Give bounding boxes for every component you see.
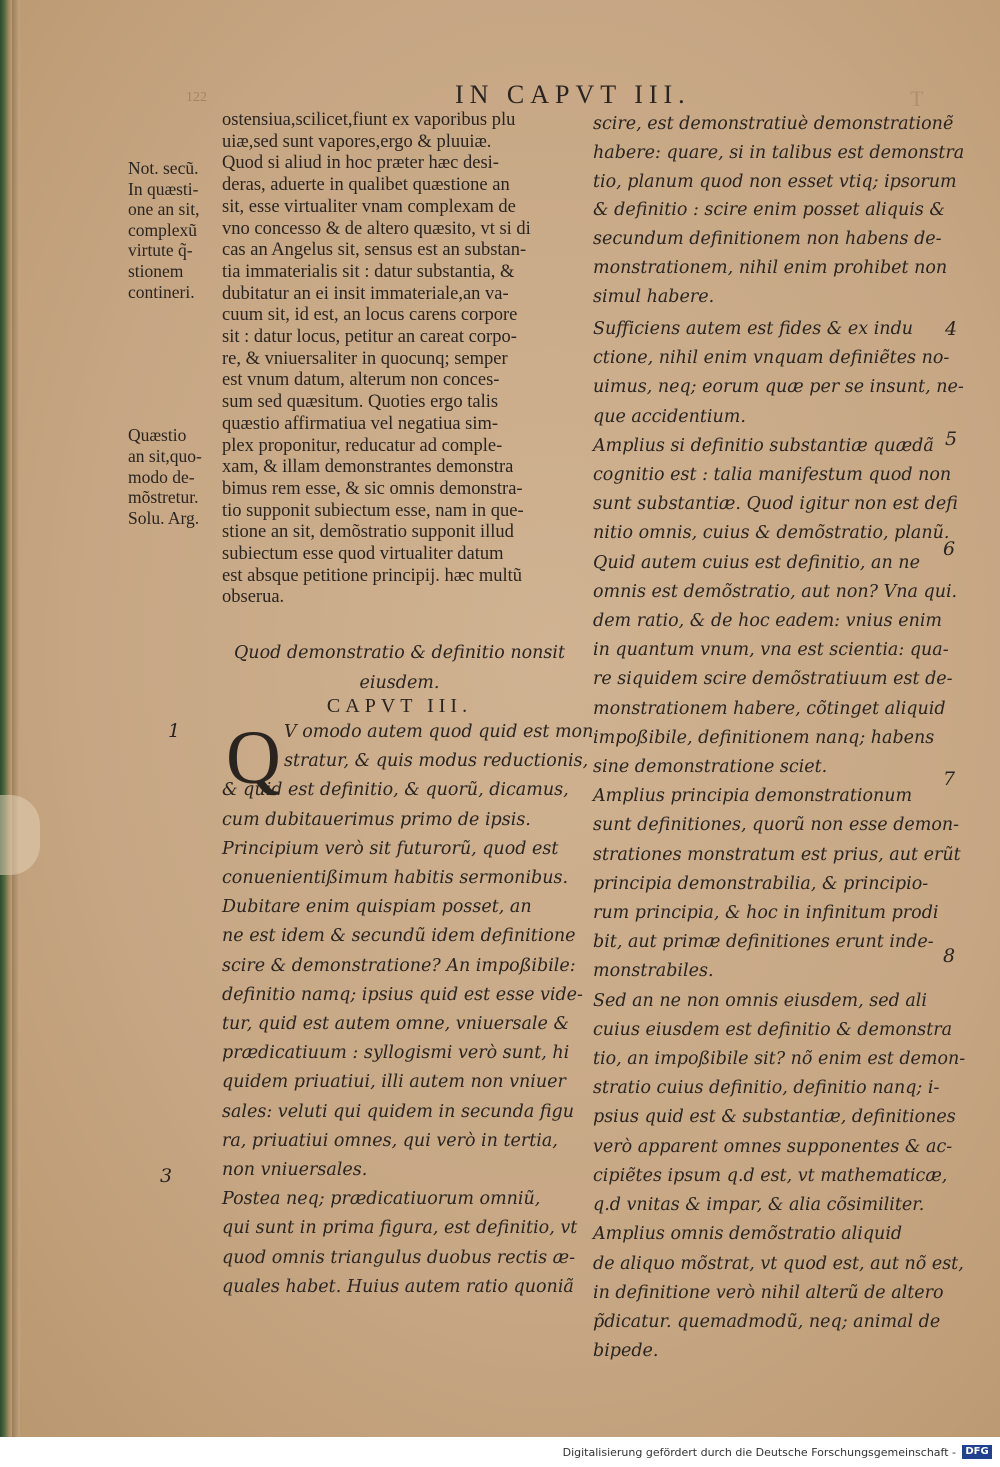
running-head: IN CAPVT III. xyxy=(455,80,691,109)
drop-cap: Q xyxy=(226,716,281,800)
text-line: stratio cuius definitio, definitio nanq; i- xyxy=(593,1078,940,1099)
text-line: Amplius principia demonstrationum xyxy=(593,786,913,807)
text-line: re, & vniuersaliter in quocunq; semper xyxy=(222,348,508,369)
text-line: Quod si aliud in hoc præter hæc desi- xyxy=(222,153,499,174)
text-line: rum principia, & hoc in infinitum prodi xyxy=(593,903,939,924)
text-line: impoßibile, definitionem nanq; habens xyxy=(593,727,935,748)
text-line: sine demonstratione sciet. xyxy=(593,757,828,778)
text-line: cum dubitauerimus primo de ipsis. xyxy=(222,809,531,830)
text-line: cuius eiusdem est definitio & demonstra xyxy=(593,1019,953,1040)
dfg-logo: DFG xyxy=(962,1445,992,1459)
section-title xyxy=(222,638,577,698)
text-line: non vniuersales. xyxy=(222,1160,368,1181)
margin-note-line: Solu. Arg. xyxy=(128,508,200,529)
page-clip-shadow xyxy=(0,795,40,875)
text-line: & quid est definitio, & quorũ, dicamus, xyxy=(222,780,569,801)
text-line: V omodo autem quod quid est mon xyxy=(284,722,594,742)
margin-number-1: 1 xyxy=(168,720,181,742)
text-line: uiæ,sed sunt vapores,ergo & pluuiæ. xyxy=(222,131,492,152)
text-line: tio, planum quod non esset vtiq; ipsorum xyxy=(593,171,957,192)
text-line: bipede. xyxy=(593,1341,659,1362)
margin-note-line: Not. secũ. xyxy=(128,158,199,178)
text-line: stratur, & quis modus reductionis, xyxy=(284,751,589,772)
text-line: de aliquo mõstrat, vt quod est, aut nõ est, xyxy=(593,1253,964,1274)
text-line: re siquidem scire demõstratiuum est de- xyxy=(593,669,953,690)
text-line: monstrabiles. xyxy=(593,961,714,982)
book-spine-edge xyxy=(0,0,12,1437)
text-line: dem ratio, & de hoc eadem: vnius enim xyxy=(593,611,943,632)
text-line: obserua. xyxy=(222,587,285,608)
text-line: uimus, neq; eorum quæ per se insunt, ne- xyxy=(593,377,964,398)
text-line: ne est idem & secundũ idem definitione xyxy=(222,926,576,947)
margin-number-4: 4 xyxy=(945,318,958,340)
text-line: scire & demonstratione? An impoßibile: xyxy=(222,955,576,976)
margin-note-line: contineri. xyxy=(128,281,195,302)
text-line: est absque petitione principij. hæc multũ xyxy=(222,565,523,586)
text-line: sunt definitiones, quorũ non esse demon- xyxy=(593,815,960,836)
margin-number-8: 8 xyxy=(943,945,956,967)
text-line: stione an sit, demõstratio supponit illud xyxy=(222,522,514,543)
text-line: prædicatiuum : syllogismi verò sunt, hi xyxy=(222,1043,570,1064)
text-line: sit : datur locus, petitur an careat corpo- xyxy=(222,327,517,348)
text-line: vno concesso & de altero quæsito, vt si di xyxy=(222,218,531,239)
text-line: tia immaterialis sit : datur substantia, & xyxy=(222,261,515,282)
text-line: nitio omnis, cuius & demõstratio, planũ. xyxy=(593,523,950,544)
right-column-main-text xyxy=(593,315,966,1366)
section-title-line: sit eiusdem. xyxy=(359,643,566,693)
text-line: sit, esse virtualiter vnam complexam de xyxy=(222,196,516,217)
running-head-ghost: T xyxy=(910,86,924,111)
text-line: quidem priuatiui, illi autem non vniuer xyxy=(222,1072,566,1093)
text-line: Sufficiens autem est fides & ex indu xyxy=(593,319,914,339)
text-line: Amplius omnis demõstratio aliquid xyxy=(593,1224,903,1245)
text-line: in definitione verò nihil alterũ de altero xyxy=(593,1282,944,1303)
margin-note-line: complexũ xyxy=(128,219,198,240)
text-line: que accidentium. xyxy=(593,406,746,427)
text-line: monstrationem, nihil enim prohibet non xyxy=(593,257,948,278)
text-line: ostensiua,scilicet,fiunt ex vaporibus plu xyxy=(222,110,516,130)
left-column-roman-text xyxy=(222,110,572,609)
margin-number-3: 3 xyxy=(160,1165,173,1187)
text-line: quod omnis triangulus duobus rectis æ- xyxy=(222,1247,575,1268)
text-line: Amplius si definitio substantiæ quædã xyxy=(593,435,934,456)
text-line: scire, est demonstratiuè demonstrationẽ xyxy=(593,114,954,134)
text-line: in quantum vnum, vna est scientia: qua- xyxy=(593,640,949,661)
text-line: strationes monstratum est prius, aut erũt xyxy=(593,844,961,865)
margin-note-line: virtute q̃- xyxy=(128,240,193,261)
text-line: quales habet. Huius autem ratio quoniã xyxy=(222,1276,574,1297)
text-line: cipiẽtes ipsum q.d est, vt mathematicæ, xyxy=(593,1165,948,1186)
text-line: conuenientißimum habitis sermonibus. xyxy=(222,868,569,889)
text-line: omnis est demõstratio, aut non? Vna qui. xyxy=(593,581,958,602)
text-line: tur, quid est autem omne, vniuersale & xyxy=(222,1014,570,1035)
text-line: tio, an impoßibile sit? nõ enim est demon- xyxy=(593,1049,966,1070)
text-line: p̃dicatur. quemadmodũ, neq; animal de xyxy=(593,1311,941,1332)
margin-note-line: In quæsti- xyxy=(128,178,199,199)
text-line: principia demonstrabilia, & principio- xyxy=(593,873,929,894)
text-line: est vnum datum, alterum non conces- xyxy=(222,370,500,391)
page-number-ghost: 122 xyxy=(186,90,207,105)
text-line: definitio namq; ipsius quid est esse vide- xyxy=(222,984,583,1005)
text-line: deras, aduerte in qualibet quæstione an xyxy=(222,175,510,196)
text-line: bit, aut primæ definitiones erunt inde- xyxy=(593,932,934,953)
text-line: quæstio affirmatiua vel negatiua sim- xyxy=(222,413,499,434)
text-line: & definitio : scire enim posset aliquis & xyxy=(593,200,945,221)
margin-note-2 xyxy=(128,425,224,529)
text-line: cuum sit, id est, an locus carens corpore xyxy=(222,305,518,326)
text-line: Postea neq; prædicatiuorum omniũ, xyxy=(222,1189,541,1210)
text-line: q.d vnitas & impar, & alia cõsimiliter. xyxy=(593,1195,925,1216)
text-line: sales: veluti qui quidem in secunda figu xyxy=(222,1101,574,1122)
left-column-italic-text xyxy=(222,718,594,1302)
text-line: bimus rem esse, & sic omnis demonstra- xyxy=(222,478,523,499)
margin-number-5: 5 xyxy=(945,428,958,450)
text-line: tio supponit subiectum esse, nam in que- xyxy=(222,500,524,521)
text-line: plex proponitur, reducatur ad comple- xyxy=(222,435,503,456)
text-line: qui sunt in prima figura, est definitio, vt xyxy=(222,1218,578,1239)
text-line: monstrationem habere, cõtinget aliquid xyxy=(593,698,946,719)
text-line: cas an Angelus sit, sensus est an substan- xyxy=(222,240,527,261)
text-line: ctione, nihil enim vnquam definiẽtes no- xyxy=(593,348,950,369)
margin-note-line: stionem xyxy=(128,260,184,281)
margin-note-line: Quæstio xyxy=(128,425,187,445)
margin-note-line: modo de- xyxy=(128,466,195,487)
text-line: Sed an ne non omnis eiusdem, sed ali xyxy=(593,990,927,1011)
text-line: Dubitare enim quispiam posset, an xyxy=(222,897,532,918)
section-title-line: Quod demonstratio & definitio non xyxy=(233,643,544,663)
text-line: habere: quare, si in talibus est demonstra xyxy=(593,142,965,163)
footer-bar xyxy=(0,1437,1000,1467)
right-column-top-text xyxy=(593,110,965,312)
text-line: xam, & illam demonstrantes demonstra xyxy=(222,457,514,478)
text-line: Quid autem cuius est definitio, an ne xyxy=(593,552,920,573)
text-line: simul habere. xyxy=(593,286,715,307)
margin-number-6: 6 xyxy=(943,538,956,560)
text-line: cognitio est : talia manifestum quod non xyxy=(593,465,952,486)
margin-note-line: mõstretur. xyxy=(128,487,199,508)
text-line: Principium verò sit futurorũ, quod est xyxy=(222,838,559,859)
page-edge-shadow xyxy=(12,0,20,1437)
margin-number-7: 7 xyxy=(943,768,956,790)
footer-credit: Digitalisierung gefördert durch die Deutsche Forschungsgemeinschaft - xyxy=(562,1446,956,1459)
margin-note-1 xyxy=(128,158,224,302)
margin-note-line: an sit,quo- xyxy=(128,445,202,466)
chapter-heading: CAPVT III. xyxy=(326,695,473,717)
text-line: ra, priuatiui omnes, qui verò in tertia, xyxy=(222,1130,558,1151)
text-line: secundum definitionem non habens de- xyxy=(593,229,942,250)
margin-note-line: one an sit, xyxy=(128,199,200,220)
text-line: verò apparent omnes supponentes & ac- xyxy=(593,1136,953,1157)
text-line: subiectum esse quod virtualiter datum xyxy=(222,544,504,565)
text-line: sum sed quæsitum. Quoties ergo talis xyxy=(222,392,499,413)
text-line: dubitatur an ei insit immateriale,an va- xyxy=(222,283,509,304)
text-line: sunt substantiæ. Quod igitur non est defi xyxy=(593,494,958,515)
text-line: psius quid est & substantiæ, definitiones xyxy=(593,1107,956,1128)
